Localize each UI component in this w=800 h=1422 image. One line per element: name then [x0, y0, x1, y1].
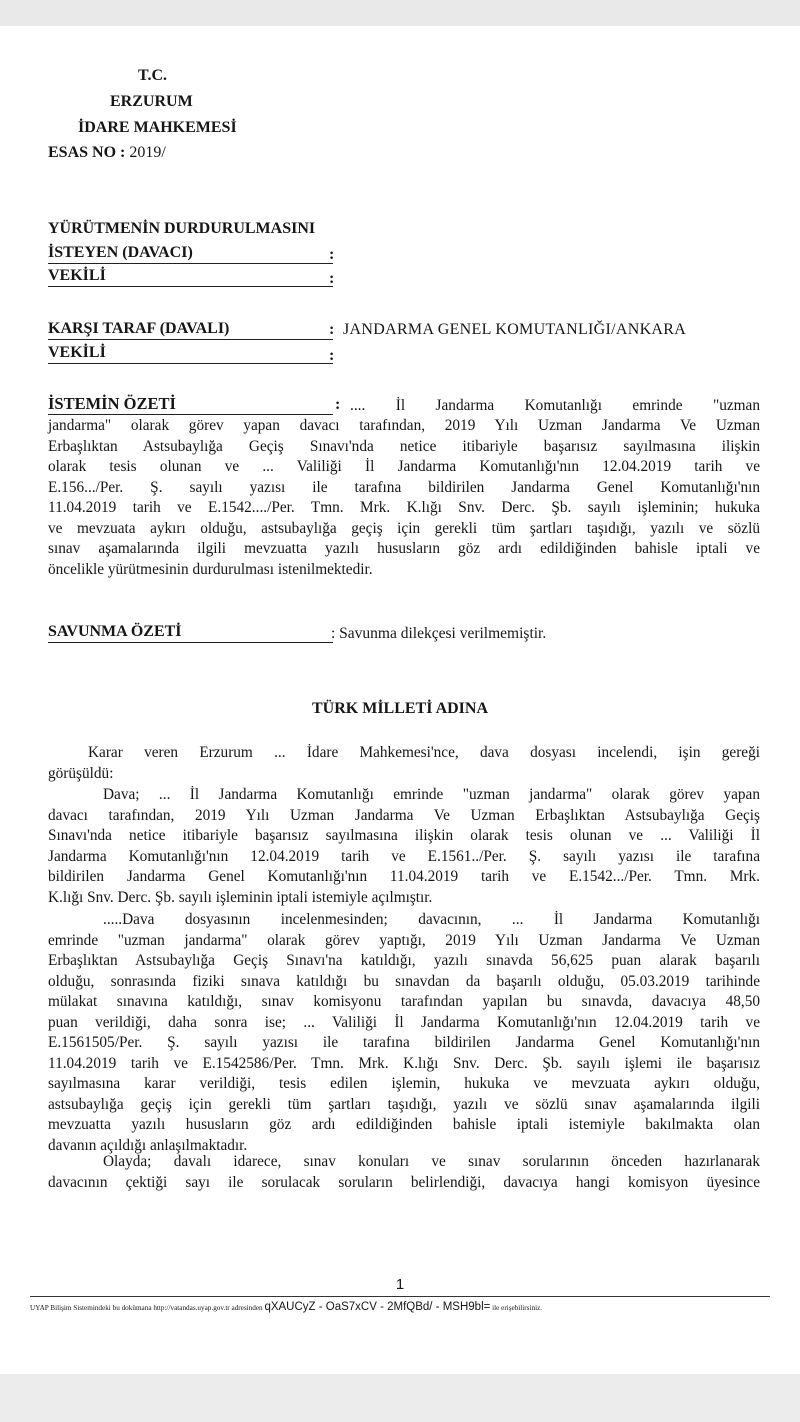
esas-value: 2019/	[129, 144, 166, 161]
savunma-label: SAVUNMA ÖZETİ	[48, 622, 333, 643]
istem-summary	[48, 416, 760, 580]
body-line-text: ... İl Jandarma Komutanlığı emrinde "uzman jandarma" olarak görev yapan	[158, 786, 760, 803]
vekili-colon-1: :	[329, 270, 335, 287]
yurutme-label: YÜRÜTMENİN DURDURULMASINI	[48, 220, 316, 237]
vekili-label-1: VEKİLİ	[48, 266, 333, 287]
isteyen-colon: :	[329, 246, 335, 263]
istem-line: ve mevzuata aykırı olduğu, astsubaylığa geçiş için gerekli tüm şartları taşıdığı, yazılı ve sözlü	[48, 519, 760, 537]
body-line: Karar veren Erzurum ... İdare Mahkemesi'nce, dava dosyası incelendi, işin gereği	[88, 744, 760, 761]
body-paragraph-1	[48, 743, 760, 784]
istem-line: 11.04.2019 tarih ve E.1542..../Per. Tmn. Mrk. K.lığı Snv. Derc. Şb. sayılı işleminin; hukuka	[48, 499, 760, 516]
dava-lead: Dava;	[103, 786, 140, 803]
footer-access-code: qXAUCyZ - OaS7xCV - 2MfQBd/ - MSH9bl=	[264, 1301, 491, 1313]
footer-text-before: UYAP Bilişim Sistemindeki bu dokümana http://vatandas.uyap.gov.tr adresinden	[30, 1304, 263, 1312]
savunma-value: : Savunma dilekçesi verilmemiştir.	[331, 625, 547, 642]
body-line: astsubaylığa geçiş için gerekli tüm şartları taşıdığı, yazılı ve sözlü sınav aşamalarında ilgili	[48, 1095, 760, 1113]
istem-line: olarak tesis olunan ve ... Valiliği İl Jandarma Komutanlığı'nın 12.04.2019 tarih ve	[48, 458, 760, 475]
body-line: mevzuatta yazılı hususların göz ardı edildiğinden bahisle iptali istemiyle bakılmakta olan	[48, 1116, 760, 1133]
vekili-label-2: VEKİLİ	[48, 343, 333, 364]
karsi-taraf-label: KARŞI TARAF (DAVALI)	[48, 319, 333, 340]
body-line: davanın açıldığı anlaşılmaktadır.	[48, 1136, 248, 1154]
body-line: K.lığı Snv. Derc. Şb. sayılı işleminin iptali istemiyle açılmıştır.	[48, 888, 433, 906]
istem-line: Erbaşlıktan Astsubaylığa Geçiş Sınavı'nda netice itibariyle başarısız sayılmasına ilişkin	[48, 437, 760, 455]
body-line: Erbaşlıktan Astsubaylığa Geçiş Sınavı'na katıldığı, yazılı sınavda 56,625 puan alarak başarılı	[48, 952, 760, 969]
page-number: 1	[395, 1276, 405, 1293]
istem-line: öncelikle yürütmesinin durdurulması istenilmektedir.	[48, 560, 373, 578]
footer-text-after: ile erişebilirsiniz.	[492, 1304, 543, 1312]
isteyen-label: İSTEYEN (DAVACI)	[48, 243, 333, 264]
body-line: E.1561505/Per. Ş. sayılı yazısı ile tarafına bildirilen Jandarma Genel Komutanlığı'nın	[48, 1034, 760, 1051]
body-line: bildirilen Jandarma Genel Komutanlığı'nın 11.04.2019 tarih ve E.1542.../Per. Tmn. Mrk.	[48, 868, 760, 885]
istem-line: sınav aşamalarında ilgili mevzuatta yazılı hususların göz ardı edildiğinden bahisle iptali ve	[48, 540, 760, 557]
istem-first-line-wrap	[350, 396, 760, 417]
body-paragraph-2	[48, 785, 760, 908]
body-line: davacının çektiği sayı ile sorulacak soruların belirlendiği, davacıya hangi komisyon üyesince	[48, 1173, 760, 1191]
esas-no	[48, 143, 166, 163]
header-city: ERZURUM	[110, 93, 193, 110]
footer-divider	[30, 1296, 770, 1297]
istem-line: .... İl Jandarma Komutanlığı emrinde "uzman	[350, 397, 760, 414]
esas-label: ESAS NO :	[48, 144, 126, 161]
istem-colon: :	[335, 396, 341, 413]
body-line: emrinde "uzman jandarma" olarak görev yaptığı, 2019 Yılı Uzman Jandarma Ve Uzman	[48, 931, 760, 949]
body-line: davacı tarafından, 2019 Yılı Uzman Jandarma Ve Uzman Erbaşlıktan Astsubaylığa Geçiş	[48, 806, 760, 824]
body-paragraph-3	[48, 910, 760, 1156]
uyap-footer	[30, 1301, 775, 1313]
body-line: .....Dava dosyasının incelenmesinden; davacının, ... İl Jandarma Komutanlığı	[103, 911, 760, 928]
header-tc: T.C.	[138, 67, 168, 84]
body-line: mülakat sınavına katıldığı, sınav komisyonu tarafından yapılan bu sınavda, davacıya 48,50	[48, 993, 760, 1010]
body-line: görüşüldü:	[48, 764, 114, 782]
vekili-colon-2: :	[329, 347, 335, 364]
body-line: olduğu, sonrasında fiziki sınava katıldığı bu sınavdan da başarılı olduğu, 05.03.2019 tarihinde	[48, 972, 760, 990]
document-page	[0, 26, 800, 1374]
istem-line: E.156.../Per. Ş. sayılı yazısı ile tarafına bildirilen Jandarma Genel Komutanlığı'nın	[48, 478, 760, 496]
karsi-colon: :	[329, 321, 335, 338]
photo-bottom-margin	[0, 1374, 800, 1422]
body-line: puan verildiği, daha sonra ise; ... Valiliği İl Jandarma Komutanlığı'nın 12.04.2019 tarih ve	[48, 1013, 760, 1031]
body-line: Olayda; davalı idarece, sınav konuları ve sınav sorularının önceden hazırlanarak	[103, 1153, 760, 1170]
istem-label: İSTEMİN ÖZETİ	[48, 394, 333, 415]
decision-title: TÜRK MİLLETİ ADINA	[311, 700, 489, 717]
photo-top-margin	[0, 0, 800, 26]
body-line: 11.04.2019 tarih ve E.1542586/Per. Tmn. Mrk. K.lığı Snv. Derc. Şb. sayılı işlemi ile başarısız	[48, 1054, 760, 1072]
karsi-taraf-value: JANDARMA GENEL KOMUTANLIĞI/ANKARA	[343, 321, 687, 338]
body-line: Sınavı'nda netice itibariyle başarısız sayılmasına ilişkin olarak tesis olunan ve ... Valiliği İl	[48, 827, 760, 844]
istem-line: jandarma" olarak görev yapan davacı tarafından, 2019 Yılı Uzman Jandarma Ve Uzman	[48, 417, 760, 434]
body-line: Jandarma Komutanlığı'nın 12.04.2019 tarih ve E.1561../Per. Ş. sayılı yazısı ile tarafına	[48, 847, 760, 865]
body-line-first	[48, 785, 760, 806]
header-court: İDARE MAHKEMESİ	[78, 119, 237, 136]
body-paragraph-4	[48, 1152, 760, 1193]
body-line: sayılmasına karar verildiği, tesis edilen işlemin, hukuka ve mevzuata aykırı olduğu,	[48, 1075, 760, 1092]
